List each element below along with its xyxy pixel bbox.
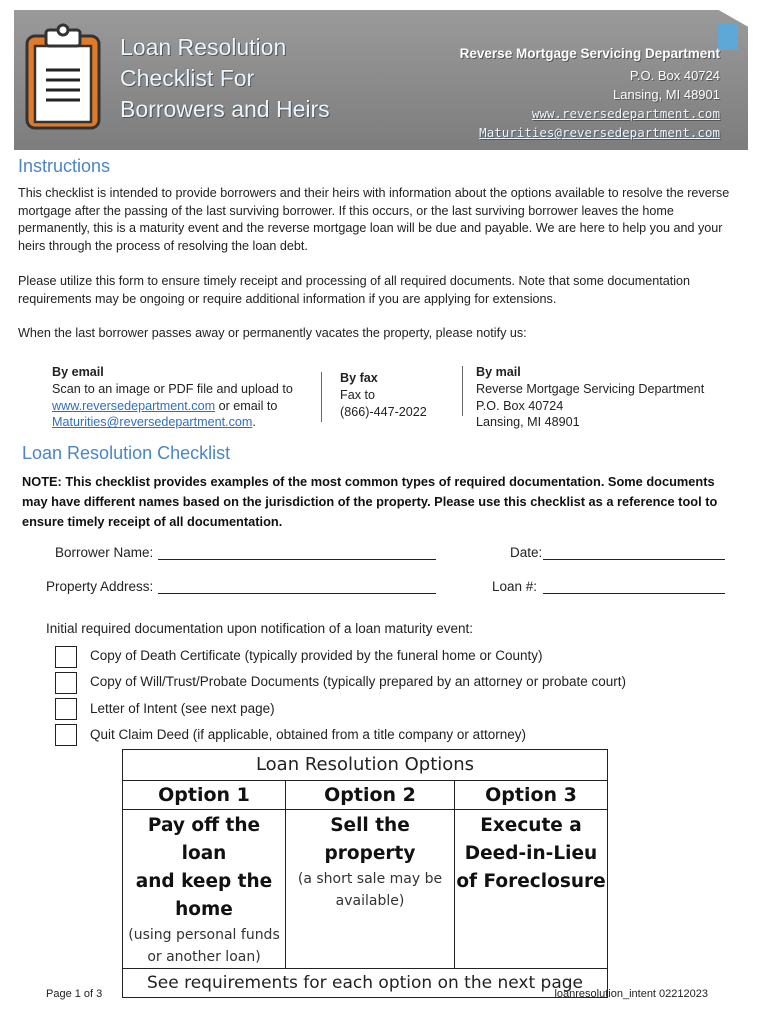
initial-docs-label: Initial required documentation upon notification of a loan maturity event: [46,621,474,636]
checklist-item-label: Copy of Will/Trust/Probate Documents (typically prepared by an attorney or probate court) [90,674,626,689]
email-end-punct: . [252,415,256,430]
loan-number-field[interactable] [543,593,725,594]
maturities-email-link[interactable]: Maturities@reversedepartment.com [52,415,253,430]
checkbox-will-trust-probate[interactable] [55,672,77,694]
contact-divider [321,372,322,422]
property-address-label: Property Address: [46,579,154,594]
upload-website-link[interactable]: www.reversedepartment.com [52,398,216,413]
option-1-cell [123,810,286,969]
fax-instructions: Fax to [340,387,375,402]
checkbox-death-certificate[interactable] [55,646,77,668]
option-1-line: Pay off the loan [147,815,261,864]
city-line: Lansing, MI 48901 [613,87,720,102]
options-table-footer: See requirements for each option on the next page [123,969,608,998]
option-1-header: Option 1 [123,781,286,810]
checkbox-quit-claim-deed[interactable] [55,724,77,746]
contact-by-mail [476,364,736,431]
loan-number-label: Loan #: [492,579,538,594]
option-2-cell [286,810,455,969]
option-3-header: Option 3 [455,781,608,810]
option-2-note: (a short sale may be [297,871,443,887]
mail-po-box: P.O. Box 40724 [476,398,564,413]
option-3-cell [455,810,608,969]
website-link[interactable]: www.reversedepartment.com [531,106,720,121]
checklist-item-label: Letter of Intent (see next page) [90,701,275,716]
page-number: Page 1 of 3 [46,988,103,1000]
date-field[interactable] [543,559,725,560]
email-mid-text: or email to [215,398,278,413]
contact-by-email [52,364,314,431]
option-2-line: Sell the property [324,815,416,864]
document-id: loanresolution_intent 02212023 [554,988,708,1000]
checklist-heading: Loan Resolution Checklist [22,443,231,463]
email-link[interactable]: Maturities@reversedepartment.com [479,125,720,140]
date-label: Date: [510,545,543,560]
instructions-heading: Instructions [18,156,111,176]
instructions-paragraph-1: This checklist is intended to provide borrowers and their heirs with information about the options available to resolve the reverse mortgage after the passing of the last surviving borrower. If this occurs, or the last surviving borrower leaves the home permanently, this is a maturity event and the reverse mortgage loan will be due and payable. We are here to help you and your heirs through the process of resolving the loan debt. [18,186,730,253]
mail-department: Reverse Mortgage Servicing Department [476,381,705,396]
option-1-line: home [175,899,233,920]
mail-heading: By mail [476,365,521,379]
checklist-note: NOTE: This checklist provides examples of the most common types of required documentation. Some documents may have different names based on the jurisdiction of the property. Please use this checklist as a reference tool to ensure timely receipt of all documentation. [22,474,718,529]
options-table-title: Loan Resolution Options [123,750,608,781]
checklist-item-label: Copy of Death Certificate (typically provided by the funeral home or County) [90,648,543,663]
email-heading: By email [52,365,104,379]
header-address [460,44,720,142]
option-1-note: or another loan) [147,949,261,965]
contact-by-fax [340,370,450,420]
instructions-paragraph-2: Please utilize this form to ensure timely receipt and processing of all required documents. Note that some documentation requirements may be ongoing or require additional information if you are applying for extensions. [18,274,691,306]
borrower-name-label: Borrower Name: [55,545,154,560]
title-line: Checklist For [120,65,255,91]
option-1-note: (using personal funds [128,927,280,943]
fax-heading: By fax [340,371,378,385]
borrower-name-field[interactable] [158,559,436,560]
checklist-item-label: Quit Claim Deed (if applicable, obtained from a title company or attorney) [90,727,526,742]
po-box: P.O. Box 40724 [629,68,720,83]
instructions-paragraph-3: When the last borrower passes away or permanently vacates the property, please notify us: [18,326,527,340]
title-line: Loan Resolution [120,34,287,60]
option-2-header: Option 2 [286,781,455,810]
document-title [120,32,420,125]
property-address-field[interactable] [158,593,436,594]
mail-city: Lansing, MI 48901 [476,415,580,430]
option-3-line: Execute a [480,815,582,836]
clipboard-icon [24,22,102,130]
checkbox-letter-of-intent[interactable] [55,698,77,720]
loan-resolution-options-table [122,749,608,998]
option-3-line: of Foreclosure [456,871,606,892]
option-1-line: and keep the [135,871,273,892]
option-3-line: Deed-in-Lieu [464,843,598,864]
contact-divider [462,366,463,416]
option-2-note: available) [335,893,405,909]
fax-number: (866)-447-2022 [340,404,427,419]
email-instructions: Scan to an image or PDF file and upload to [52,381,293,396]
header-accent [718,24,738,50]
department-name: Reverse Mortgage Servicing Department [459,46,720,61]
title-line: Borrowers and Heirs [120,96,330,122]
